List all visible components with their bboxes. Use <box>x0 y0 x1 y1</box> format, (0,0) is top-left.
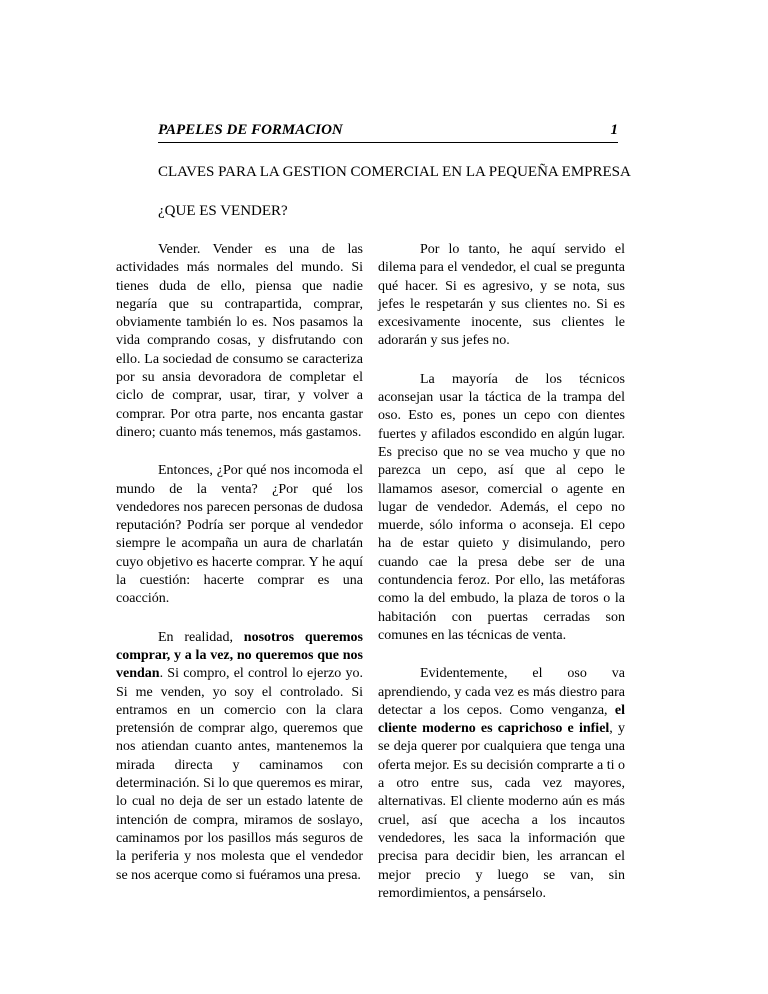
left-column <box>116 241 363 905</box>
header-title: PAPELES DE FORMACION <box>158 122 343 138</box>
paragraph <box>116 629 363 885</box>
paragraph-text: Evidentemente, el oso va aprendiendo, y cada vez es más diestro para detectar a los cepos. Como venganza, <box>378 666 625 718</box>
page-number: 1 <box>610 122 618 138</box>
paragraph-text: , y se deja querer por cualquiera que tenga una oferta mejor. Es su decisión comprarte a ti o a otro entre sus, cada vez mayores, alternativas. El cliente moderno aún es más cruel, así que acecha a los incautos vendedores, les saca la información que precisa para decidir bien, les arrancan el mejor precio y luego se van, sin remordimientos, a pensárselo. <box>378 721 625 901</box>
bold-emphasis: el cliente moderno es caprichoso e infiel <box>378 702 625 737</box>
paragraph-text: . Si compro, el control lo ejerzo yo. Si me venden, yo soy el controlado. Si entramos en un comercio con la clara pretensión de comprar algo, queremos que nos atiendan cuanto antes, mantenemos la mirada directa y caminamos con determinación. Si lo que queremos es mirar, lo cual no deja de ser un estado latente de intención de compra, miramos de soslayo, caminamos por los pasillos más seguros de la periferia y nos molesta que el vendedor se nos acerque como si fuéramos una presa. <box>116 666 363 883</box>
bold-emphasis: nosotros queremos comprar, y a la vez, no queremos que nos vendan <box>116 629 363 682</box>
page-header <box>158 122 618 143</box>
paragraph-text: En realidad, <box>158 629 244 645</box>
paragraph <box>378 665 625 903</box>
paragraph: Por lo tanto, he aquí servido el dilema para el vendedor, el cual se pregunta qué hacer. Si es agresivo, y se nota, sus jefes le respetarán y sus clientes no. Si es excesivamente inocente, sus clientes le adorarán y sus jefes no. <box>378 242 625 349</box>
paragraph: Vender. Vender es una de las actividades más normales del mundo. Si tienes duda de ello, piensa que nadie negaría que su contrapartida, comprar, obviamente también lo es. Nos pasamos la vida comprando cosas, y disfrutando con ello. La sociedad de consumo se caracteriza por su ansia devoradora de completar el ciclo de comprar, usar, tirar, y volver a comprar. Por otra parte, nos encanta gastar dinero; cuanto más tenemos, más gastamos. <box>116 242 363 440</box>
paragraph: La mayoría de los técnicos aconsejan usar la táctica de la trampa del oso. Esto es, pones un cepo con dientes fuertes y afilados escondido en algún lugar. Es preciso que no se vea mucho y que no parezca un cepo, así que al cepo le llamamos asesor, comercial o agente en lugar de vendedor. Además, el cepo no muerde, sólo informa o aconseja. El cepo ha de estar quieto y disimulando, pero cuando cae la presa debe ser de una contundencia feroz. Por ello, las metáforas como la del embudo, la plaza de toros o la habitación con puertas cerradas son comunes en las técnicas de venta. <box>378 371 625 643</box>
paragraph: Entonces, ¿Por qué nos incomoda el mundo de la venta? ¿Por qué los vendedores nos parecen personas de dudosa reputación? Podría ser porque al vendedor siempre le acompaña un aura de charlatán cuyo objetivo es hacerte comprar. Y he aquí la cuestión: hacerte comprar es una coacción. <box>116 463 363 607</box>
document-title: CLAVES PARA LA GESTION COMERCIAL EN LA PEQUEÑA EMPRESA <box>158 164 631 180</box>
right-column <box>378 241 625 923</box>
section-heading: ¿QUE ES VENDER? <box>158 203 288 219</box>
